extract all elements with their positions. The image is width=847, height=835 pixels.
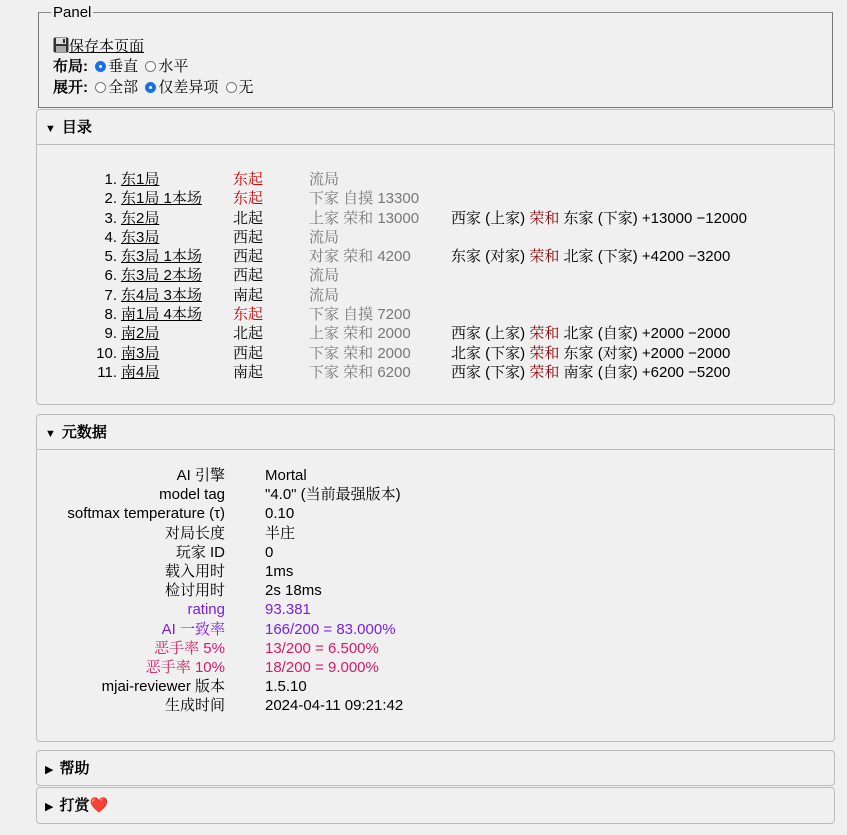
metadata-title: 元数据: [61, 424, 107, 441]
metadata-key: 玩家 ID: [175, 543, 225, 561]
toc-detail-verb: 荣和: [529, 325, 560, 343]
expand-row: [53, 78, 254, 98]
toc-dealer: 西起: [233, 228, 264, 246]
toc-detail-loser: 北家 (自家): [563, 325, 638, 343]
toc-dealer: 北起: [233, 325, 264, 343]
metadata-row: [41, 696, 403, 715]
metadata-row: [41, 639, 403, 658]
toc-dealer: 北起: [233, 209, 264, 227]
toc-row-number: 8.: [104, 306, 117, 324]
metadata-row: [41, 600, 403, 619]
toc-result: 下家 荣和 2000: [309, 344, 411, 362]
metadata-row: [41, 620, 403, 639]
toc-detail-delta: +13000 −12000: [641, 209, 747, 227]
toc-detail: [447, 228, 747, 247]
metadata-key: softmax temperature (τ): [67, 505, 225, 523]
toc-detail-loser: 南家 (自家): [563, 363, 638, 381]
metadata-value: 93.381: [265, 601, 311, 619]
toc-detail: [447, 170, 747, 189]
toc-detail-winner: 北家 (下家): [451, 344, 526, 362]
toc-dealer: 东起: [233, 306, 264, 324]
toc-detail-verb: 荣和: [529, 248, 560, 266]
metadata-row: [41, 504, 403, 523]
expand-none-label[interactable]: 无: [238, 79, 254, 96]
toc-dealer: 南起: [233, 286, 264, 304]
toc-detail: [447, 266, 747, 285]
triangle-right-icon: ▶: [45, 801, 54, 813]
metadata-key: model tag: [159, 486, 225, 504]
toc-detail: [447, 247, 747, 266]
toc-row: [61, 344, 747, 363]
layout-vertical-radio[interactable]: [95, 61, 106, 72]
metadata-key: rating: [187, 601, 225, 619]
toc-detail: [447, 363, 747, 382]
toc-detail-delta: +4200 −3200: [641, 248, 731, 266]
save-row: [53, 37, 144, 57]
toc-result: 下家 荣和 6200: [309, 363, 411, 381]
toc-detail-winner: 西家 (上家): [451, 209, 526, 227]
toc-result: 上家 荣和 2000: [309, 325, 411, 343]
metadata-value: 2024-04-11 09:21:42: [265, 697, 404, 715]
toc-detail-winner: 西家 (上家): [451, 325, 526, 343]
control-panel: [38, 4, 833, 108]
toc-result: 上家 荣和 13000: [309, 209, 420, 227]
toc-row-number: 4.: [104, 228, 117, 246]
toc-row: [61, 363, 747, 382]
metadata-key: 检讨用时: [164, 582, 225, 600]
tip-section: [36, 787, 835, 824]
metadata-value: 166/200 = 83.000%: [265, 620, 396, 638]
toc-summary[interactable]: [37, 110, 834, 145]
toc-dealer: 东起: [233, 190, 264, 208]
toc-detail: [447, 286, 747, 305]
metadata-row: [41, 524, 403, 543]
triangle-down-icon: ▼: [45, 123, 56, 135]
toc-round-link[interactable]: 东1局 1本场: [121, 190, 202, 208]
toc-row-number: 10.: [96, 344, 117, 362]
save-page-link[interactable]: 保存本页面: [69, 38, 145, 55]
toc-detail: [447, 189, 747, 208]
toc-result: 对家 荣和 4200: [309, 248, 411, 266]
toc-detail-verb: 荣和: [529, 209, 560, 227]
heart-icon: ❤️: [89, 797, 109, 814]
metadata-row: [41, 562, 403, 581]
expand-all-radio[interactable]: [95, 82, 106, 93]
panel-legend: Panel: [53, 4, 92, 21]
toc-dealer: 西起: [233, 267, 264, 285]
metadata-row: [41, 658, 403, 677]
metadata-key: 恶手率 5%: [154, 639, 225, 657]
toc-row: [61, 305, 747, 324]
toc-round-link[interactable]: 南4局: [121, 363, 160, 381]
metadata-value: 1ms: [265, 563, 294, 581]
expand-diff-label[interactable]: 仅差异项: [158, 79, 219, 96]
metadata-row: [41, 466, 403, 485]
toc-round-link[interactable]: 东3局: [121, 228, 160, 246]
toc-detail-delta: +2000 −2000: [641, 325, 731, 343]
metadata-key: AI 引擎: [176, 467, 225, 484]
metadata-value: 2s 18ms: [265, 582, 322, 600]
toc-detail: [447, 344, 747, 363]
layout-label: 布局:: [53, 58, 88, 75]
toc-row-number: 6.: [104, 267, 117, 285]
toc-detail-loser: 北家 (下家): [563, 248, 638, 266]
metadata-key: 生成时间: [164, 697, 225, 715]
triangle-down-icon: ▼: [45, 428, 56, 440]
expand-none-radio[interactable]: [226, 82, 237, 93]
toc-list: [61, 170, 747, 382]
toc-row-number: 5.: [104, 248, 117, 266]
toc-dealer: 东起: [233, 171, 264, 188]
toc-row: [61, 286, 747, 305]
toc-row: [61, 170, 747, 189]
toc-row-number: 9.: [104, 325, 117, 343]
floppy-disk-icon: [53, 37, 69, 53]
layout-horizontal-label[interactable]: 水平: [158, 58, 189, 75]
toc-detail-loser: 东家 (下家): [563, 209, 638, 227]
metadata-value: 18/200 = 9.000%: [265, 659, 379, 677]
toc-round-link[interactable]: 东2局: [121, 209, 160, 227]
metadata-value: 半庄: [265, 524, 296, 542]
metadata-value: 0.10: [265, 505, 295, 523]
toc-dealer: 南起: [233, 363, 264, 381]
toc-round-link[interactable]: 东1局: [121, 171, 160, 188]
toc-section: [36, 109, 835, 405]
toc-detail-verb: 荣和: [529, 363, 560, 381]
metadata-section: [36, 414, 835, 742]
metadata-summary[interactable]: [37, 415, 834, 450]
metadata-key: AI 一致率: [161, 620, 225, 638]
metadata-row: [41, 543, 403, 562]
metadata-key: mjai-reviewer 版本: [101, 678, 225, 696]
toc-result: 流局: [309, 171, 340, 188]
toc-row: [61, 189, 747, 208]
toc-detail-delta: +6200 −5200: [641, 363, 731, 381]
toc-dealer: 西起: [233, 248, 264, 266]
toc-row: [61, 324, 747, 343]
toc-result: 下家 自摸 13300: [309, 190, 420, 208]
toc-row-number: 2.: [104, 190, 117, 208]
toc-row-number: 3.: [104, 209, 117, 227]
toc-detail-verb: 荣和: [529, 344, 560, 362]
layout-row: [53, 57, 188, 77]
toc-round-link[interactable]: 东3局 2本场: [121, 267, 202, 285]
toc-row: [61, 266, 747, 285]
metadata-value: "4.0" (当前最强版本): [265, 486, 401, 504]
metadata-value: Mortal: [265, 467, 307, 484]
tip-title: 打赏: [59, 797, 90, 814]
metadata-key: 恶手率 10%: [145, 659, 225, 677]
toc-detail: [447, 305, 747, 324]
tip-summary[interactable]: [37, 788, 834, 823]
help-summary[interactable]: [37, 751, 834, 786]
toc-row: [61, 247, 747, 266]
toc-round-link[interactable]: 南1局 4本场: [121, 306, 202, 324]
metadata-row: [41, 581, 403, 600]
metadata-value: 1.5.10: [265, 678, 307, 696]
toc-title: 目录: [61, 119, 92, 136]
metadata-row: [41, 677, 403, 696]
metadata-key: 载入用时: [164, 563, 225, 581]
layout-vertical-label[interactable]: 垂直: [108, 58, 139, 75]
metadata-table: [41, 466, 403, 716]
toc-result: 流局: [309, 267, 340, 285]
metadata-key: 对局长度: [164, 524, 225, 542]
toc-round-link[interactable]: 东3局 1本场: [121, 248, 202, 266]
toc-result: 流局: [309, 228, 340, 246]
metadata-value: 13/200 = 6.500%: [265, 639, 379, 657]
toc-detail-winner: 西家 (下家): [451, 363, 526, 381]
toc-detail-loser: 东家 (对家): [563, 344, 638, 362]
toc-row: [61, 228, 747, 247]
layout-horizontal-radio[interactable]: [145, 61, 156, 72]
toc-detail-delta: +2000 −2000: [641, 344, 731, 362]
metadata-row: [41, 485, 403, 504]
expand-label: 展开:: [53, 79, 88, 96]
triangle-right-icon: ▶: [45, 764, 54, 776]
toc-detail: [447, 324, 747, 343]
toc-detail: [447, 209, 747, 228]
toc-round-link[interactable]: 东4局 3本场: [121, 286, 202, 304]
toc-row-number: 11.: [97, 363, 117, 381]
toc-round-link[interactable]: 南2局: [121, 325, 160, 343]
expand-diff-radio[interactable]: [145, 82, 156, 93]
toc-row: [61, 209, 747, 228]
toc-detail-winner: 东家 (对家): [451, 248, 526, 266]
toc-result: 流局: [309, 286, 340, 304]
help-section: [36, 750, 835, 786]
help-title: 帮助: [59, 760, 90, 777]
expand-all-label[interactable]: 全部: [108, 79, 139, 96]
metadata-value: 0: [265, 543, 274, 561]
toc-result: 下家 自摸 7200: [309, 306, 411, 324]
toc-dealer: 西起: [233, 344, 264, 362]
toc-round-link[interactable]: 南3局: [121, 344, 160, 362]
toc-row-number: 7.: [104, 286, 117, 304]
toc-row-number: 1.: [104, 171, 117, 188]
